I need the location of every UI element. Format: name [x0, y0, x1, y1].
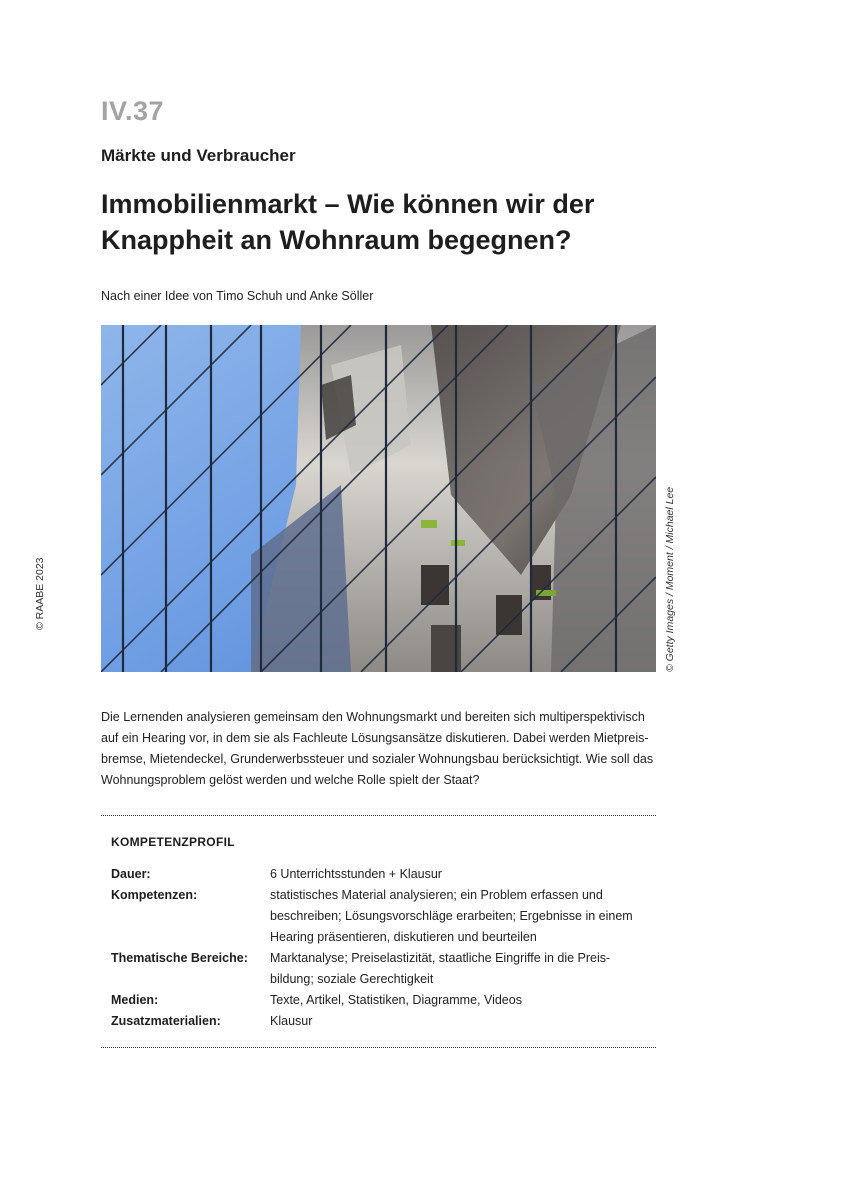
profile-row-kompetenzen [111, 885, 656, 948]
profile-row-bereiche [111, 948, 656, 990]
intro-line: Die Lernenden analysieren gemeinsam den Wohnungsmarkt und bereiten sich multiperspektivisch [101, 710, 645, 724]
page-title [101, 186, 701, 258]
profile-value-line: Hearing präsentieren, diskutieren und beurteilen [270, 930, 537, 944]
competence-profile [111, 864, 656, 1032]
profile-label: Kompetenzen: [111, 888, 198, 902]
profile-row-dauer [111, 864, 656, 885]
profile-value-line: Klausur [270, 1014, 313, 1028]
copyright-notice: © RAABE 2023 [34, 557, 46, 630]
profile-value [270, 885, 633, 948]
intro-line: Wohnungsproblem gelöst werden und welche Rolle spielt der Staat? [101, 773, 480, 787]
profile-label: Medien: [111, 993, 159, 1007]
section-title: Märkte und Verbraucher [101, 146, 296, 165]
profile-value-line: beschreiben; Lösungsvorschläge erarbeiten; Ergebnisse in einem [270, 909, 633, 923]
chapter-number: IV.37 [101, 96, 165, 126]
profile-value [270, 864, 442, 885]
profile-row-medien [111, 990, 656, 1011]
profile-value [270, 1011, 312, 1032]
divider-top [101, 815, 656, 816]
profile-value-line: Texte, Artikel, Statistiken, Diagramme, Videos [270, 993, 522, 1007]
profile-value-line: 6 Unterrichtsstunden + Klausur [270, 867, 442, 881]
title-line-2: Knappheit an Wohnraum begegnen? [101, 225, 572, 255]
profile-value-line: bildung; soziale Gerechtigkeit [270, 972, 434, 986]
photo-credit: © Getty Images / Moment / Michael Lee [664, 486, 676, 672]
profile-value [270, 948, 610, 990]
glass-facade-reflection-photo [101, 325, 656, 672]
intro-paragraph [101, 707, 661, 791]
title-line-1: Immobilienmarkt – Wie können wir der [101, 189, 595, 219]
profile-label: Thematische Bereiche: [111, 951, 248, 965]
profile-value-line: statistisches Material analysieren; ein Problem erfassen und [270, 888, 603, 902]
profile-row-zusatz [111, 1011, 656, 1032]
profile-label: Dauer: [111, 867, 151, 881]
profile-value [270, 990, 522, 1011]
intro-line: bremse, Mietendeckel, Grunderwerbssteuer und sozialer Wohnungsbau berücksichtigt. Wie soll das [101, 752, 654, 766]
profile-heading: KOMPETENZPROFIL [111, 835, 235, 849]
intro-line: auf ein Hearing vor, in dem sie als Fachleute Lösungsansätze diskutieren. Dabei werden Mietpreis- [101, 731, 649, 745]
profile-label: Zusatzmaterialien: [111, 1014, 221, 1028]
divider-bottom [101, 1047, 656, 1048]
profile-value-line: Marktanalyse; Preiselastizität, staatliche Eingriffe in die Preis- [270, 951, 611, 965]
author-credit: Nach einer Idee von Timo Schuh und Anke Söller [101, 289, 374, 303]
